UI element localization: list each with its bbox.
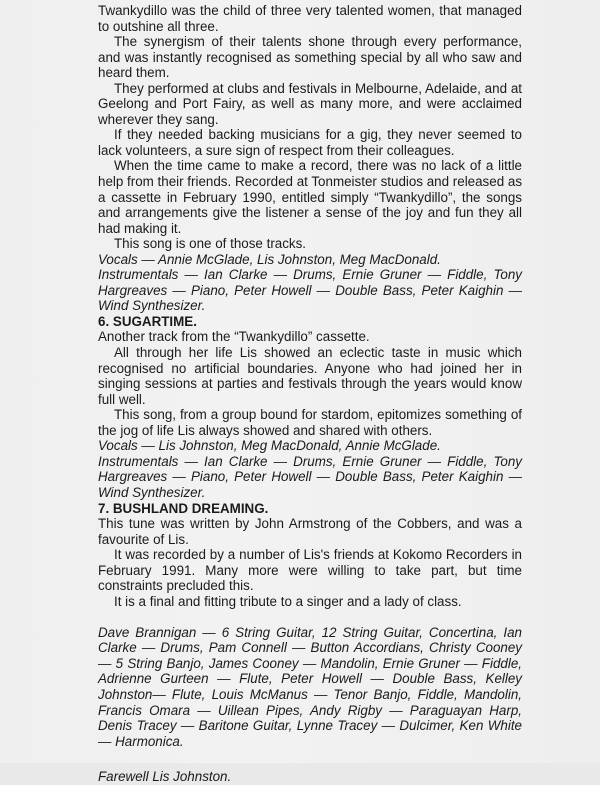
spacer <box>98 749 522 769</box>
credits-vocals: Vocals — Lis Johnston, Meg MacDonald, Annie McGlade. <box>98 438 441 454</box>
credits-musicians: Dave Brannigan — 6 String Guitar, 12 String Guitar, Concertina, Ian Clarke — Drums, Pam Connell — Button Accordians, Christy Cooney — 5 String Banjo, James Cooney — Mandolin, Ernie Gruner — Fiddle, Adrienne Gurteen — Flute, Peter Howell — Double Bass, Kelley Johnston— Flute, Louis McManus — Tenor Banjo, Fiddle, Mandolin, Francis Omara — Uillean Pipes, Andy Rigby — Paraguayan Harp, Denis Tracey — Baritone Guitar, Lynne Tracey — Dulcimer, Ken White — Harmonica. <box>98 624 522 749</box>
credits-vocals: Vocals — Annie McGlade, Lis Johnston, Meg MacDonald. <box>98 251 441 267</box>
track-heading-bushland-dreaming: 7. BUSHLAND DREAMING. <box>98 500 269 516</box>
paragraph-tune-origin: This tune was written by John Armstrong of the Cobbers, and was a favourite of Lis. <box>98 516 522 547</box>
track-heading-sugartime: 6. SUGARTIME. <box>98 313 197 329</box>
paragraph-stardom: This song, from a group bound for stardom, epitomizes something of the jog of life Lis always showed and shared with others. <box>98 407 522 438</box>
paragraph-backing-musicians: If they needed backing musicians for a gig, they never seemed to lack volunteers, a sure sign of respect from their colleagues. <box>98 127 522 158</box>
credits-instrumentals: Instrumentals — Ian Clarke — Drums, Ernie Gruner — Fiddle, Tony Hargreaves — Piano, Peter Howell — Double Bass, Peter Kaighin — Wind Synthesizer. <box>98 267 522 314</box>
farewell-line: Farewell Lis Johnston. <box>98 769 232 785</box>
paragraph-eclectic-taste: All through her life Lis showed an eclectic taste in music which recognised no artificial boundaries. Anyone who had joined her in singing sessions at parties and festivals through the years would know full well. <box>98 345 522 407</box>
credits-instrumentals: Instrumentals — Ian Clarke — Drums, Ernie Gruner — Fiddle, Tony Hargreaves — Piano, Peter Howell — Double Bass, Peter Kaighin — Wind Synthesizer. <box>98 453 522 500</box>
paragraph-performances: They performed at clubs and festivals in Melbourne, Adelaide, and at Geelong and Port Fairy, as well as many more, and were acclaimed wherever they sang. <box>98 80 522 127</box>
paragraph-kokomo-recording: It was recorded by a number of Lis's friends at Kokomo Recorders in February 1991. Many more were willing to take part, but time constraints precluded this. <box>98 547 522 594</box>
paragraph-another-track: Another track from the “Twankydillo” cassette. <box>98 329 370 345</box>
paragraph-tribute: It is a final and fitting tribute to a singer and a lady of class. <box>114 593 462 609</box>
liner-notes-text <box>98 3 522 785</box>
paragraph-synergism: The synergism of their talents shone through every performance, and was instantly recognised as something special by all who saw and heard them. <box>98 34 522 81</box>
paragraph-intro: Twankydillo was the child of three very talented women, that managed to outshine all three. <box>98 3 522 34</box>
paragraph-track-note: This song is one of those tracks. <box>114 236 307 252</box>
paragraph-recording: When the time came to make a record, there was no lack of a little help from their friends. Recorded at Tonmeister studios and released as a cassette in February 1990, entitled simply “Twankydillo”, the songs and arrangements give the listener a sense of the joy and fun they all had making it. <box>98 158 523 236</box>
spacer <box>98 609 522 625</box>
